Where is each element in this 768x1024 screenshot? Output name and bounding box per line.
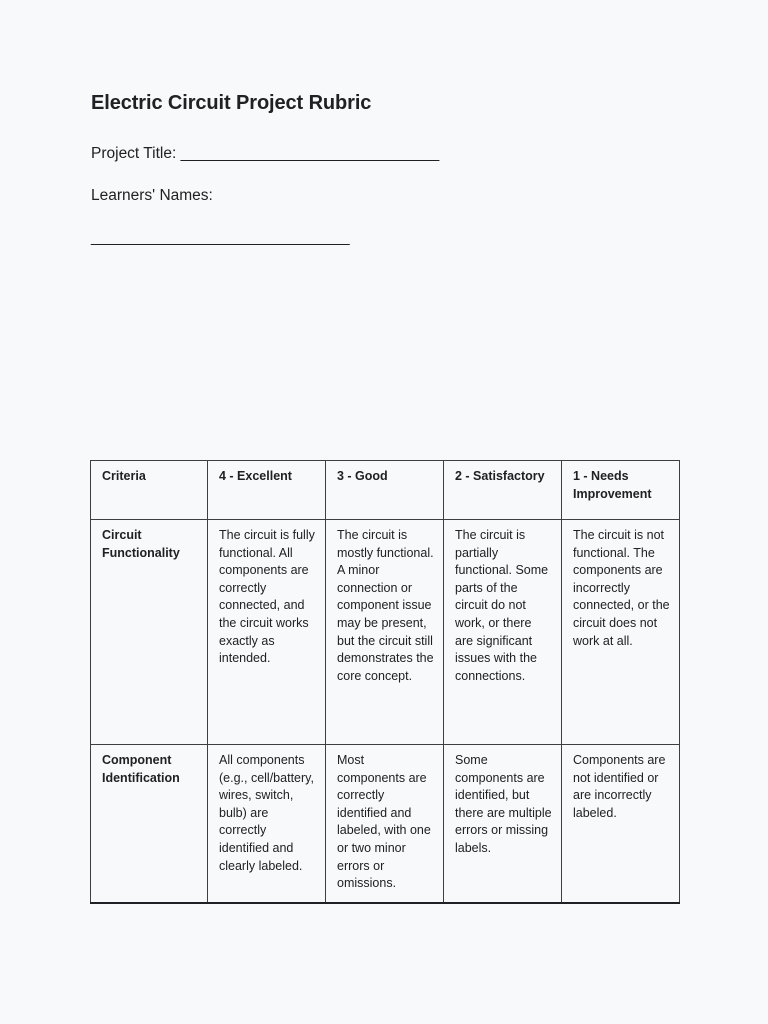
column-header-satisfactory: 2 - Satisfactory bbox=[444, 461, 562, 520]
rubric-cell: Most components are correctly identified and labeled, with one or two minor errors or omissions. bbox=[326, 745, 444, 903]
table-row bbox=[91, 745, 680, 903]
column-header-needs-improvement: 1 - Needs Improvement bbox=[562, 461, 680, 520]
table-row bbox=[91, 520, 680, 745]
rubric-cell: The circuit is fully functional. All components are correctly connected, and the circuit works exactly as intended. bbox=[208, 520, 326, 745]
column-header-good: 3 - Good bbox=[326, 461, 444, 520]
learners-names-blank-line: ______________________________ bbox=[91, 229, 350, 246]
criterion-cell: Circuit Functionality bbox=[91, 520, 208, 745]
criterion-cell: Component Identification bbox=[91, 745, 208, 903]
rubric-table bbox=[90, 460, 680, 904]
document-title: Electric Circuit Project Rubric bbox=[91, 92, 372, 114]
rubric-cell: The circuit is partially functional. Some parts of the circuit do not work, or there are significant issues with the connections. bbox=[444, 520, 562, 745]
table-header-row bbox=[91, 461, 680, 520]
learners-names-label: Learners' Names: bbox=[91, 187, 213, 204]
rubric-cell: All components (e.g., cell/battery, wires, switch, bulb) are correctly identified and clearly labeled. bbox=[208, 745, 326, 903]
column-header-excellent: 4 - Excellent bbox=[208, 461, 326, 520]
project-title-field: Project Title: ______________________________ bbox=[91, 145, 440, 162]
rubric-cell: Components are not identified or are incorrectly labeled. bbox=[562, 745, 680, 903]
column-header-criteria: Criteria bbox=[91, 461, 208, 520]
rubric-cell: The circuit is not functional. The components are incorrectly connected, or the circuit does not work at all. bbox=[562, 520, 680, 745]
rubric-cell: The circuit is mostly functional. A minor connection or component issue may be present, but the circuit still demonstrates the core concept. bbox=[326, 520, 444, 745]
rubric-cell: Some components are identified, but there are multiple errors or missing labels. bbox=[444, 745, 562, 903]
